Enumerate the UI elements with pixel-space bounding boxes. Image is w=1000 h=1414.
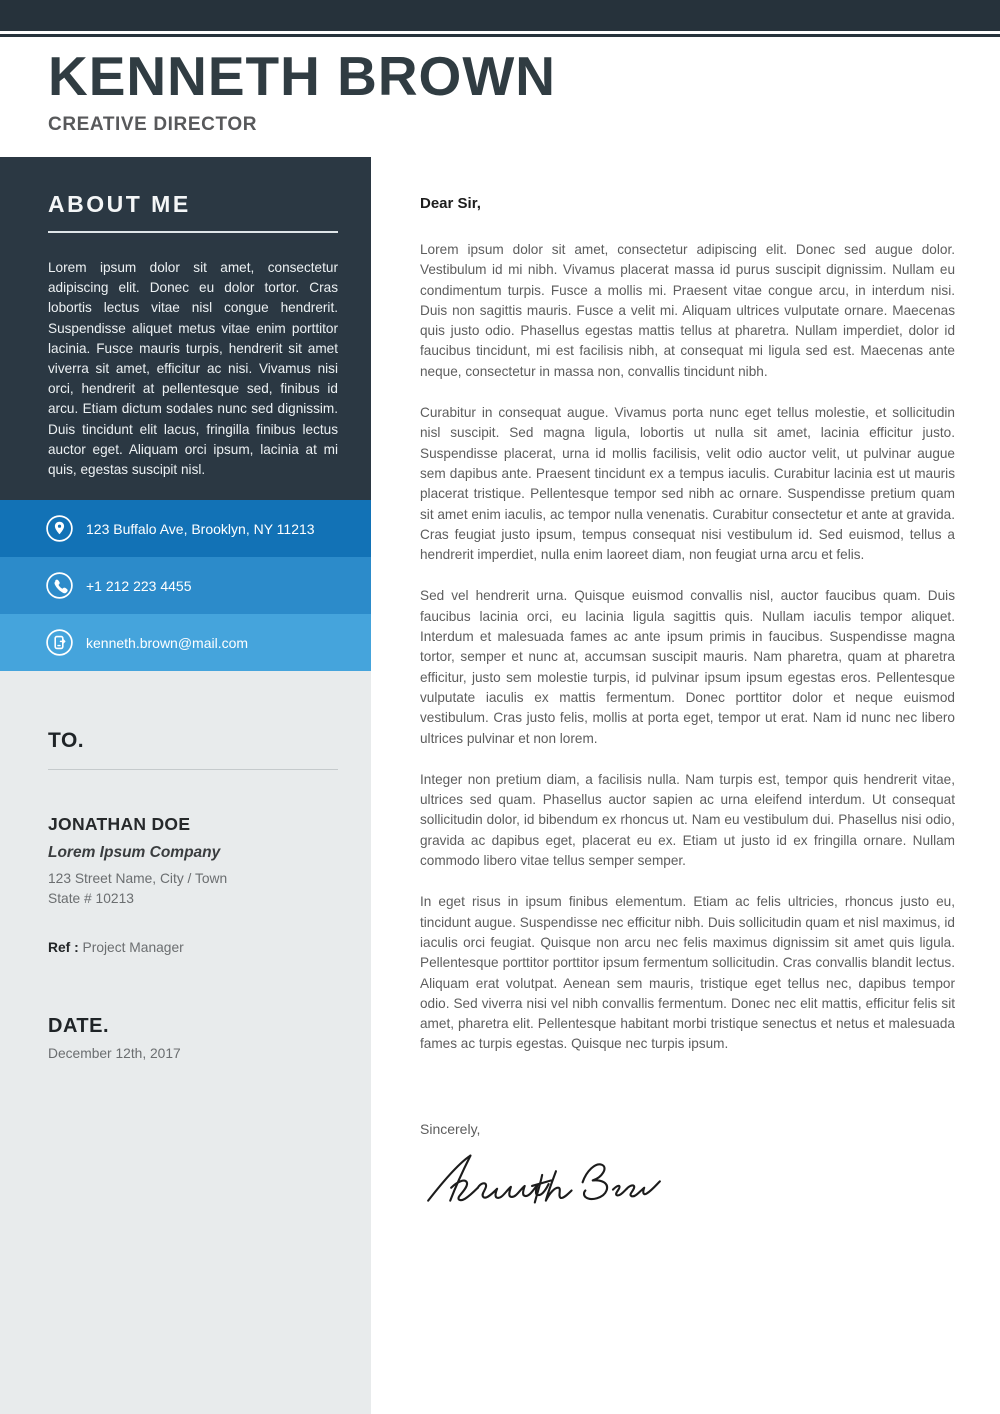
letter-paragraph: Curabitur in consequat augue. Vivamus porta nunc eget tellus molestie, et sollicitudin nisl suscipit. Sed magna ligula, lobortis ut nulla sit amet, lacinia efficitur justo. Suspendisse placerat, urna id mollis facilisis, velit odio auctor velit, ut pulvinar augue sem dapibus ante. Praesent tincidunt ex a tempus iaculis. Curabitur lacinia est ut mauris placerat tristique. Pellentesque tempor sed nibh ac ornare. Suspendisse pretium quam sit amet enim iaculis, ac tempor nulla venenatis. Curabitur consectetur et ante at gravida. Cras feugiat justo ipsum, tempus consequat nisi vestibulum id. Sed euismod, tellus a hendrerit imperdiet, nulla enim laoreet diam, non feugiat urna arcu et felis. xyxy=(420,405,955,563)
salutation: Dear Sir, xyxy=(420,195,481,212)
top-accent-line xyxy=(0,34,1000,37)
reference-value: Project Manager xyxy=(82,940,184,955)
closing-text: Sincerely, xyxy=(420,1120,481,1137)
location-pin-icon xyxy=(46,515,73,542)
date-value: December 12th, 2017 xyxy=(48,1046,181,1061)
email-text: kenneth.brown@mail.com xyxy=(86,634,249,651)
contact-row-phone xyxy=(0,557,371,614)
job-title: CREATIVE DIRECTOR xyxy=(48,113,258,135)
phone-icon xyxy=(46,572,73,599)
letter-paragraph: In eget risus in ipsum finibus elementum. Etiam ac felis ultricies, rhoncus justo eu, tincidunt augue. Suspendisse nec efficitur nibh. Duis sollicitudin quam et nisl maximus, id iaculis orci feugiat. Quisque non arcu nec felis maximus dignissim sit amet quis ligula. Pellentesque porttitor porttitor ipsum fermentum sollicitudin. Cras convallis blandit lectus. Aliquam erat volutpat. Aenean sem mauris, tristique eget tellus nec, dapibus tempor odio. Sed viverra nisi vel nibh convallis fermentum. Donec nec elit mattis, efficitur felis sit amet, pharetra elit. Pellentesque habitant morbi tristique senectus et netus et malesuada fames ac turpis egestas. Quisque nec turpis ipsum. xyxy=(420,894,955,1052)
recipient-address-line2: State # 10213 xyxy=(48,891,134,906)
recipient-company: Lorem Ipsum Company xyxy=(48,844,221,861)
reference-line xyxy=(48,940,338,955)
date-heading: DATE. xyxy=(48,1015,110,1037)
contact-row-email xyxy=(0,614,371,671)
to-divider xyxy=(48,769,338,770)
header xyxy=(48,45,948,136)
letter-paragraph: Integer non pretium diam, a facilisis nulla. Nam turpis est, tempor quis hendrerit vitae, ultrices sed quam. Phasellus auctor sapien ac urna eleifend interdum. Ut consequat sollicitudin dolor, id bibendum ex rhoncus ut. Nam eu vestibulum dui. Phasellus nisi odio, gravida ac dapibus eget, placerat eu ex. Etiam ut justo id ex fringilla ornare. Nullam commodo libero vitae tellus semper semper. xyxy=(420,771,955,869)
about-me-heading: ABOUT ME xyxy=(48,191,191,217)
mobile-email-icon xyxy=(46,629,73,656)
recipient-name: JONATHAN DOE xyxy=(48,814,191,834)
top-accent-bar xyxy=(0,0,1000,31)
letter-paragraph: Lorem ipsum dolor sit amet, consectetur adipiscing elit. Donec sed augue dolor. Vestibulum id mi nibh. Vivamus placerat massa id purus suscipit dignissim. Nullam eu condimentum turpis. Fusce a mollis mi. Praesent vitae congue arcu, in interdum nisi. Duis non sagittis mauris. Fusce a velit mi. Aliquam ultrices vulputate ornare. Maecenas quis justo odio. Phasellus egestas mattis tellus at pharetra. Nullam imperdiet, dolor id faucibus tincidunt, mi est facilisis nibh, at consequat mi ligula sed est. Maecenas ante neque, consectetur in massa non, convallis tincidunt nibh. xyxy=(420,242,955,379)
letter-paragraph: Sed vel hendrerit urna. Quisque euismod convallis nisl, auctor faucibus quam. Duis faucibus lacinia orci, eu lacinia ligula sagittis quis. Nullam iaculis tempor aliquet. Interdum et malesuada fames ac ante ipsum primis in faucibus. Suspendisse magna tortor, semper et nunc at, accumsan suscipit mauris. Nam pharetra, quam at pharetra efficitur, justo sem molestie turpis, id pulvinar ipsum ipsum egestas eros. Pellentesque vulputate iaculis ex mattis fermentum. Donec porttitor dolor et neque euismod vestibulum. Cras justo felis, mollis at porta eget, tempor ut erat. Nam id nunc nec libero ultrices pulvinar et non lorem. xyxy=(420,588,955,746)
recipient-address-line1: 123 Street Name, City / Town xyxy=(48,871,228,886)
about-me-text: Lorem ipsum dolor sit amet, consectetur adipiscing elit. Donec eu dolor tortor. Cras lobortis lectus vitae nisl congue hendrerit. Suspendisse aliquet metus vitae enim porttitor lacinia. Fusce mauris turpis, hendrerit sit amet viverra sit amet, efficitur ac nisi. Vivamus nisi orci, hendrerit at pellentesque sed, finibus id arcu. Etiam dictum sodales nunc sed dignissim. Duis tincidunt elit lacus, fringilla finibus lectus auctor eget. Aliquam orci ipsum, lacinia at mi quis, egestas suscipit nisl. xyxy=(48,260,338,478)
signature-image xyxy=(424,1151,955,1208)
to-heading: TO. xyxy=(48,729,85,752)
sidebar-lower-section xyxy=(0,671,371,1414)
phone-text: +1 212 223 4455 xyxy=(86,577,192,594)
letter-body xyxy=(420,195,955,1208)
about-divider xyxy=(48,231,338,233)
page-title: KENNETH BROWN xyxy=(48,45,556,107)
contact-row-address xyxy=(0,500,371,557)
reference-label: Ref : xyxy=(48,940,79,955)
address-text: 123 Buffalo Ave, Brooklyn, NY 11213 xyxy=(86,520,315,537)
about-me-section xyxy=(0,157,371,500)
